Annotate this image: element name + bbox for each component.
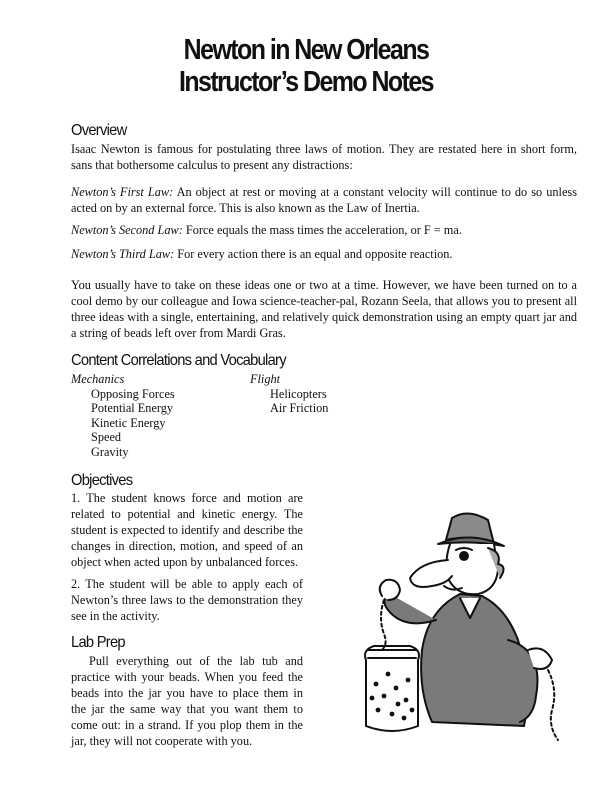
list-item: Gravity (91, 444, 129, 459)
list-item: Potential Energy (91, 401, 174, 416)
first-law-text: An object at rest or moving at a constant velocity will continue to do so unless acted on by an external force. This is also known as the Law of Inertia. (71, 185, 578, 215)
lab-prep-heading: Lab Prep (71, 634, 125, 651)
overview-intro: Isaac Newton is famous for postulating three laws of motion. They are restated here in short form, sans that bothersome calculus to present any distractions: (71, 142, 577, 172)
objective-2 (71, 576, 303, 624)
mechanics-label: Mechanics (71, 372, 125, 386)
objective-1 (71, 490, 303, 570)
second-law-label: Newton’s Second Law: (71, 223, 183, 237)
page-title-line-1: Newton in New Orleans (183, 34, 429, 66)
list-item: Opposing Forces (91, 386, 175, 401)
list-item: Kinetic Energy (91, 415, 166, 430)
correlations-heading: Content Correlations and Vocabulary (71, 352, 286, 369)
first-law-label: Newton’s First Law: (71, 185, 174, 199)
page-title-line-2: Instructor’s Demo Notes (178, 66, 434, 98)
overview-closing: You usually have to take on these ideas one or two at a time. However, we have been turned on to a cool demo by our colleague and Iowa science-teacher-pal, Rozann Seela, that allows you to present all three ideas with a single, entertaining, and relatively quick demonstration using an empty quart jar and a string of beads left over from Mardi Gras. (71, 278, 577, 340)
third-law (71, 246, 577, 262)
flight-list (250, 372, 328, 416)
objective-1-text: 1. The student knows force and motion are related to potential and kinetic energy. The student is expected to identify and describe the changes in direction, motion, and speed of an object when acted upon by unbalanced forces. (71, 491, 303, 569)
mechanics-list (71, 372, 175, 460)
flight-label: Flight (250, 372, 281, 386)
third-law-text: For every action there is an equal and opposite reaction. (174, 247, 453, 261)
lab-prep-section (71, 653, 303, 749)
third-law-label: Newton’s Third Law: (71, 247, 175, 261)
lab-prep-text: Pull everything out of the lab tub and practice with your beads. When you feed the beads into the jar you have to place them in the jar the same way that you want them to come out: in a strand. If you plop them in the jar, they will not cooperate with you. (71, 654, 303, 748)
second-law-text: Force equals the mass times the acceleration, or F = ma. (182, 223, 462, 237)
overview-heading: Overview (71, 122, 127, 139)
objective-2-text: 2. The student will be able to apply each of Newton’s three laws to the demonstration they see in the activity. (71, 577, 303, 623)
list-item: Helicopters (270, 386, 327, 401)
overview-section (71, 141, 577, 173)
first-law (71, 184, 577, 216)
objectives-heading: Objectives (71, 472, 133, 489)
second-law (71, 222, 577, 238)
list-item: Speed (91, 430, 122, 445)
cartoon-scientist-with-bead-jar-icon (348, 500, 570, 750)
overview-closing-section (71, 277, 577, 341)
list-item: Air Friction (270, 401, 329, 416)
